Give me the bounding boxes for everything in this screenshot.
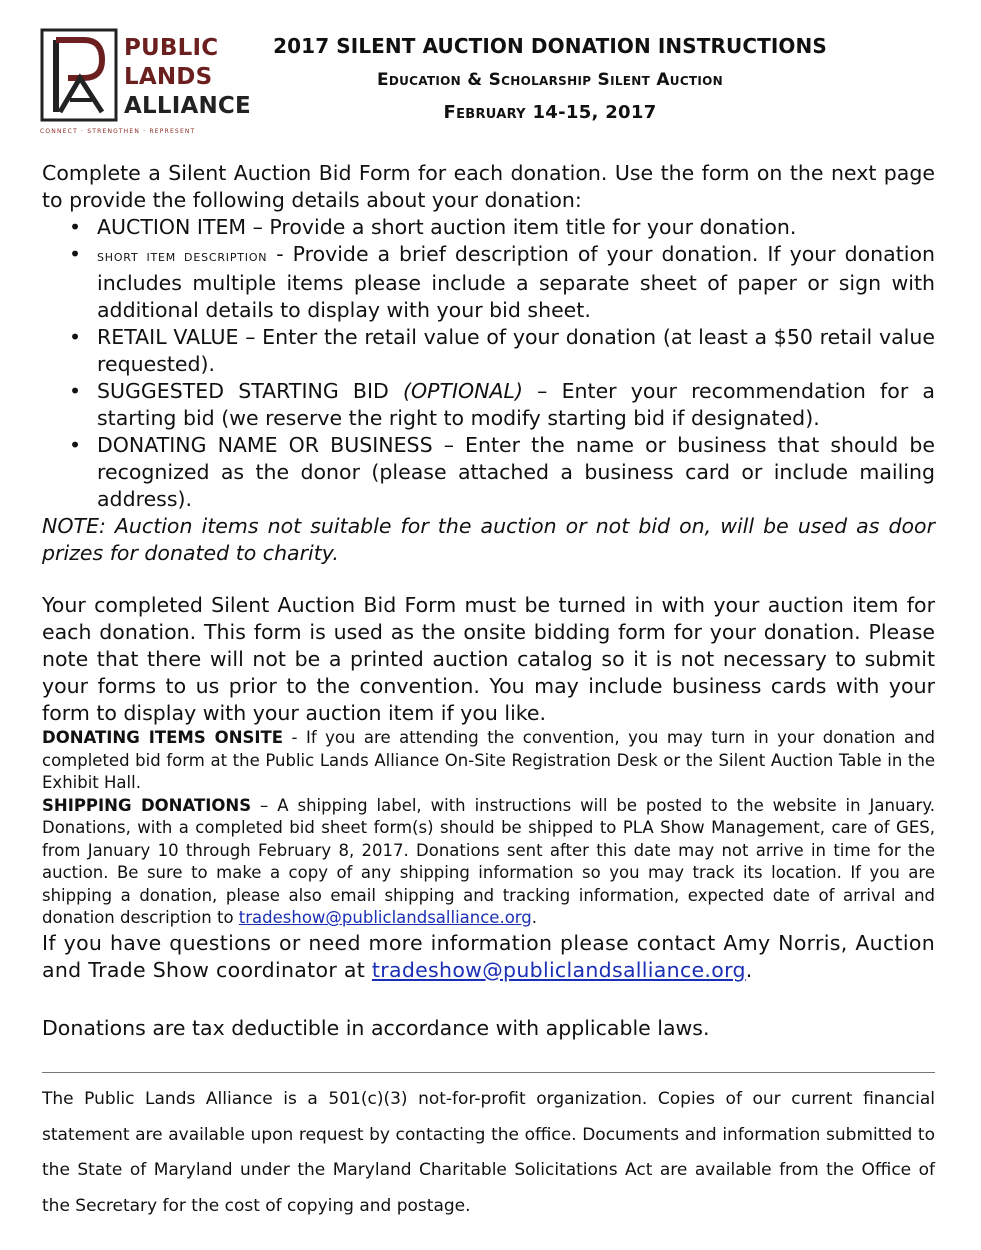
item-term: RETAIL VALUE xyxy=(97,325,239,349)
shipping-end: . xyxy=(531,908,538,927)
footer-divider xyxy=(42,1072,935,1073)
contact-email-link[interactable]: tradeshow@publiclandsalliance.org xyxy=(371,957,746,982)
item-text: – Enter the name or business that should be recognized as the donor (please attached a business card or include mailing address). xyxy=(97,433,935,511)
item-term: SUGGESTED STARTING BID xyxy=(97,379,389,403)
logo-line-lands: LANDS xyxy=(124,64,213,90)
intro-paragraph: Complete a Silent Auction Bid Form for each donation. Use the form on the next page to provide the following details about your donation: xyxy=(42,161,935,212)
shipping-email-link[interactable]: tradeshow@publiclandsalliance.org xyxy=(238,908,532,927)
shipping-paragraph xyxy=(42,795,935,930)
tax-paragraph: Donations are tax deductible in accordance with applicable laws. xyxy=(42,1015,710,1040)
logo-line-alliance: ALLIANCE xyxy=(124,93,251,119)
item-text: – Provide a short auction item title for your donation. xyxy=(246,215,797,239)
item-text: – Enter your recommendation for a starting bid (we reserve the right to modify starting bid if designated). xyxy=(97,379,935,430)
public-lands-alliance-logo xyxy=(40,28,270,140)
instructions-body xyxy=(42,160,935,1042)
contact-end: . xyxy=(745,957,753,982)
onsite-heading: DONATING ITEMS ONSITE xyxy=(42,728,284,747)
item-term: AUCTION ITEM xyxy=(97,215,247,239)
spacer xyxy=(42,567,935,592)
footer-disclaimer: The Public Lands Alliance is a 501(c)(3) not-for-profit organization. Copies of our current financial statement are available upon request by contacting the office. Documents and information submitted to the State of Maryland under the Maryland Charitable Solicitations Act are available from the Office of the Secretary for the cost of copying and postage. xyxy=(42,1089,935,1216)
logo-tagline: CONNECT · STRENGTHEN · REPRESENT xyxy=(40,128,196,135)
note-paragraph: NOTE: Auction items not suitable for the auction or not bid on, will be used as door prizes for donated to charity. xyxy=(42,514,935,565)
logo-wordmark xyxy=(124,34,251,121)
logo-line-public: PUBLIC xyxy=(124,35,219,61)
shipping-text: – A shipping label, with instructions will be posted to the website in January. Donations, with a completed bid sheet form(s) should be shipped to PLA Show Management, care of GES, from January 10 through February 8, 2017. Donations sent after this date may not arrive in time for the auction. Be sure to make a copy of any shipping information so you may track its location. If you are shipping a donation, please also email shipping and tracking information, expected date of arrival and donation description to xyxy=(42,795,935,927)
list-item xyxy=(42,241,935,324)
item-text: – Enter the retail value of your donation (at least a $50 retail value requested). xyxy=(97,325,935,376)
document-subtitle: Education & Scholarship Silent Auction xyxy=(376,70,724,90)
item-term: short item description xyxy=(97,247,268,265)
item-optional: (OPTIONAL) xyxy=(388,379,523,403)
item-term: DONATING NAME OR BUSINESS xyxy=(97,433,433,457)
list-item xyxy=(42,378,935,432)
shipping-heading: SHIPPING DONATIONS xyxy=(42,795,252,815)
onsite-text: - If you are attending the convention, you may turn in your donation and completed bid form at the Public Lands Alliance On-Site Registration Desk or the Silent Auction Table in the Exhibit Hall. xyxy=(42,728,935,792)
contact-text: If you have questions or need more information please contact Amy Norris, Auction and Trade Show coordinator at xyxy=(42,930,935,982)
pla-monogram-icon xyxy=(40,28,118,124)
list-item xyxy=(42,432,935,513)
contact-paragraph xyxy=(42,930,935,984)
details-list xyxy=(42,214,935,513)
onsite-paragraph xyxy=(42,727,935,795)
bid-form-paragraph: Your completed Silent Auction Bid Form must be turned in with your auction item for each donation. This form is used as the onsite bidding form for your donation. Please note that there will not be a printed auction catalog so it is not necessary to submit your forms to us prior to the convention. You may include business cards with your form to display with your auction item if you like. xyxy=(42,593,935,725)
document-title: 2017 SILENT AUCTION DONATION INSTRUCTIONS xyxy=(273,34,827,58)
list-item xyxy=(42,324,935,378)
document-date: February 14-15, 2017 xyxy=(443,102,657,123)
item-text: - Provide a brief description of your donation. If your donation includes multiple items please include a separate sheet of paper or sign with additional details to display with your bid sheet. xyxy=(97,242,935,322)
list-item xyxy=(42,214,935,241)
spacer xyxy=(42,984,935,1015)
